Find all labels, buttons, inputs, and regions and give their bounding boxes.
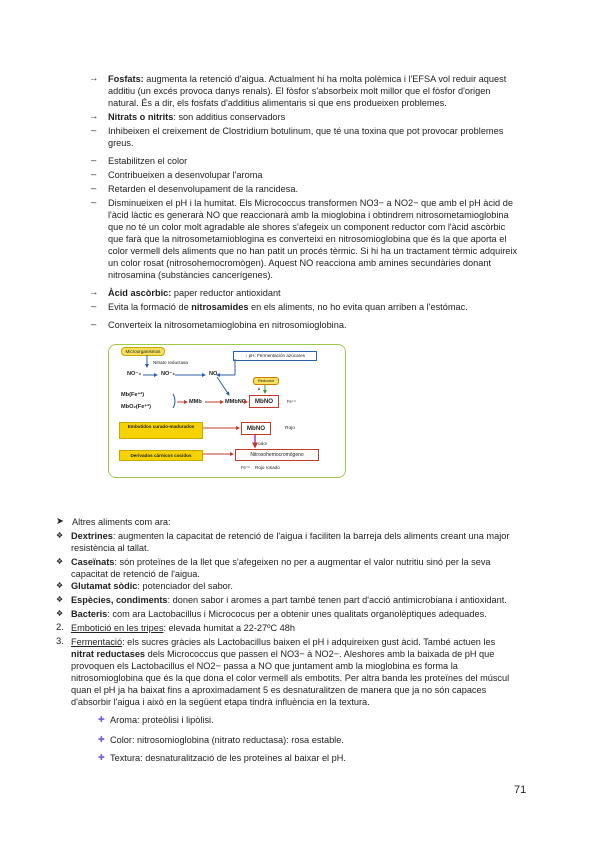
mb-fe2-label: Mb(Fe⁺²): [121, 392, 145, 398]
no2-label: NO⁻₂: [161, 371, 175, 377]
list-marker: ✚: [98, 735, 105, 744]
text-run: Espècies, condiments: [71, 595, 168, 605]
list-marker: →: [89, 111, 99, 122]
text-run: augmenta la retenció d'aigua. Actualment hi ha molta polèmica i l'EFSA vol reduir aquest: [143, 74, 507, 84]
text-run: Nitrats o nitrits: [108, 112, 174, 122]
text-run: Fermentació: [71, 637, 123, 647]
text-run: greus.: [108, 138, 134, 148]
text-line: [71, 648, 494, 660]
fe3-label: Fe⁺³: [287, 399, 296, 404]
text-line: [71, 696, 370, 708]
text-line: [108, 245, 517, 257]
text-run: nitrosomioglobina que és la que dona el color vermell als embotits. Per altra banda les proteïnes del múscul: [71, 673, 510, 683]
text-line: [71, 636, 495, 648]
nitroso-box: Nitrosohemocromógeno: [235, 449, 319, 461]
text-run: nitrat reductases: [71, 649, 146, 659]
list-marker: –: [91, 183, 97, 194]
list-marker: →: [89, 287, 99, 298]
text-run: : els sucres gràcies als Lactobacillus baixen el pH i adquireixen gust àcid. També actuen les: [122, 637, 496, 647]
fe3-b-label: Fe⁺³: [241, 465, 250, 470]
text-run: : potenciador del sabor.: [137, 581, 233, 591]
no3-label: NO⁻₃: [127, 371, 141, 377]
text-run: : són proteïnes de la llet que s'afegeixen no per a augmentar el valor nutritiu sinó per la seva: [114, 557, 491, 567]
text-run: que no té un color molt agradable ale shores s'afegeix un component reductor com l'àcid ascòrbic: [108, 222, 506, 232]
text-line: [108, 73, 506, 85]
text-run: Aroma: proteòlisi i lipòlisi.: [110, 715, 214, 725]
list-marker: ❖: [56, 531, 64, 540]
text-line: [108, 287, 281, 299]
mmbno-label: MMbNO: [225, 399, 247, 405]
text-run: Evita la formació de: [108, 302, 192, 312]
text-run: que farà que la nitrosometamioblogina es converteixi en nitrosomioglobina que és la que aporta el: [108, 234, 507, 244]
list-marker: ➤: [56, 516, 64, 527]
list-marker: ❖: [56, 595, 64, 604]
text-run: : donen sabor i aromes a part també tenen part d'acció antimicrobiana i antioxidant.: [167, 595, 507, 605]
text-run: Textura: desnaturalització de les proteïnes al baixar el pH.: [110, 753, 346, 763]
text-line: [108, 301, 468, 313]
derivados-box: Derivados cárnicos cocidos: [119, 450, 203, 461]
text-run: : augmenten la capacitat de retenció de l'aigua i faciliten la barreja dels aliments creant una major: [112, 531, 510, 541]
text-line: [71, 530, 509, 542]
text-run: l'àcid làctic es generarà NO que reaccionarà amb la mioglobina i obtindrem nitrosometamioglobina: [108, 210, 509, 220]
list-marker: –: [91, 319, 97, 330]
text-run: Disminueixen el pH i la humitat. Els Micrococcus transformen NO3− a NO2− que amb el pH àcid de: [108, 198, 513, 208]
text-run: Bacteris: [71, 609, 108, 619]
text-run: Caseïnats: [71, 557, 115, 567]
text-line: [71, 622, 295, 634]
text-line: [71, 660, 458, 672]
text-line: [108, 209, 509, 221]
text-run: en els aliments, no ho evita quan arriben a l'estómac.: [248, 302, 468, 312]
text-run: : elevada humitat a 22-27ºC 48h: [163, 623, 295, 633]
text-line: [108, 197, 513, 209]
text-run: color vermell dels aliments que no han patit un procés tèrmic. Si hi ha un tractament tèrmic adquireix: [108, 246, 518, 256]
list-marker: –: [91, 169, 97, 180]
text-line: [110, 714, 214, 726]
text-line: [108, 233, 506, 245]
mmb-label: MMb: [189, 399, 202, 405]
text-line: [108, 169, 262, 181]
text-run: : son additius conservadors: [173, 112, 286, 122]
list-marker: –: [91, 197, 97, 208]
list-marker: 3.: [56, 636, 64, 647]
nitrite-diagram: [108, 344, 346, 478]
page-number: 71: [514, 784, 527, 796]
text-line: [71, 608, 487, 620]
text-line: [71, 580, 233, 592]
text-run: provoquen els Lactobacillus el NO2− passa a NO que juntament amb la mioglobina es forma la: [71, 661, 458, 671]
text-run: natural. És a dir, els fosfats d'additius alimentaris si que ens produeixen problemes.: [108, 98, 447, 108]
list-marker: ❖: [56, 557, 64, 566]
text-line: [110, 734, 344, 746]
text-line: [72, 516, 171, 528]
text-line: [108, 221, 505, 233]
text-line: [108, 155, 187, 167]
text-line: [108, 269, 273, 281]
text-line: [108, 85, 490, 97]
ph-fermentation-box: ↓ pH: Fermentación azúcares: [233, 351, 317, 361]
text-line: [71, 672, 509, 684]
list-marker: ❖: [56, 609, 64, 618]
text-line: [108, 257, 491, 269]
mbno-box: MbNO: [249, 395, 279, 408]
text-line: [71, 556, 491, 568]
text-run: Embotició en les tripes: [71, 623, 164, 633]
list-marker: ✚: [98, 753, 105, 762]
reductor-label: Reductor: [253, 377, 279, 385]
text-line: [108, 97, 447, 109]
calor-label: calor: [258, 441, 268, 446]
text-line: [108, 111, 285, 123]
text-run: dels Micrococcus que passen el NO3− à NO2−. Aleshores amb la baixada de pH que: [145, 649, 495, 659]
text-run: Estabilitzen el color: [108, 156, 188, 166]
text-run: Altres aliments com ara:: [72, 517, 171, 527]
rojo-label: Rojo: [285, 426, 295, 431]
text-run: Converteix la nitrosometamioglobina en nitrosomioglobina.: [108, 320, 347, 330]
text-run: Dextrines: [71, 531, 113, 541]
text-line: [108, 125, 503, 137]
list-marker: –: [91, 155, 97, 166]
text-run: resistència al tallat.: [71, 543, 150, 553]
text-run: Glutamat sòdic: [71, 581, 138, 591]
list-marker: –: [91, 301, 97, 312]
no-label: NO: [209, 371, 218, 377]
text-line: [108, 183, 298, 195]
list-marker: →: [89, 73, 99, 84]
nitrate-reductase-label: Nitrato reductasa: [153, 360, 188, 365]
mbo2-label: MbO₂(Fe⁺²): [121, 404, 151, 410]
text-run: Àcid ascòrbic:: [108, 288, 172, 298]
microorganisms-label: Microorganismos: [121, 347, 165, 356]
text-run: d'absorbir l'aigua i això en la següent etapa tindrà influència en la textura.: [71, 697, 370, 707]
text-line: [108, 319, 347, 331]
text-line: [71, 594, 507, 606]
text-run: capacitat de retenció de l'aigua.: [71, 569, 200, 579]
embutidos-box: Embutidos curado-madurados: [119, 422, 203, 439]
rojo-rosado-label: Rojo rosado: [255, 465, 280, 470]
list-marker: –: [91, 125, 97, 136]
text-run: additiu (un excés provoca danys renals). El fòsfor s'absorbeix molt millor que el fòsfor d'origen: [108, 86, 491, 96]
mbno-rojo-box: MbNO: [241, 422, 271, 435]
list-marker: 2.: [56, 622, 64, 633]
text-run: Retarden el desenvolupament de la rancidesa.: [108, 184, 298, 194]
text-line: [108, 137, 134, 149]
text-run: quan el pH ja ha baixat fins a aproximadament 5 es desnaturalitzen de manera que ja no són capaces: [71, 685, 487, 695]
text-run: Fosfats:: [108, 74, 144, 84]
text-line: [110, 752, 346, 764]
text-line: [71, 684, 486, 696]
text-run: Color: nitrosomioglobina (nitrato reductasa): rosa estable.: [110, 735, 344, 745]
text-run: nitrosamina (substàncies cancerígenes).: [108, 270, 273, 280]
text-run: : com ara Lactobacillus i Micrococus per a obtenir unes qualitats organolèptiques adequades.: [107, 609, 487, 619]
text-run: nitrosamides: [191, 302, 249, 312]
text-run: Inhibeixen el creixement de Clostridium botulinum, que té una toxina que pot provocar problemes: [108, 126, 504, 136]
text-line: [71, 568, 200, 580]
text-run: paper reductor antioxidant: [171, 288, 281, 298]
list-marker: ❖: [56, 581, 64, 590]
text-line: [71, 542, 149, 554]
text-run: un color rosat (nitrosohemocromògen). Aquest NO reacciona amb amines secundàries donant: [108, 258, 492, 268]
list-marker: ✚: [98, 715, 105, 724]
text-run: Contribueixen a desenvolupar l'aroma: [108, 170, 263, 180]
